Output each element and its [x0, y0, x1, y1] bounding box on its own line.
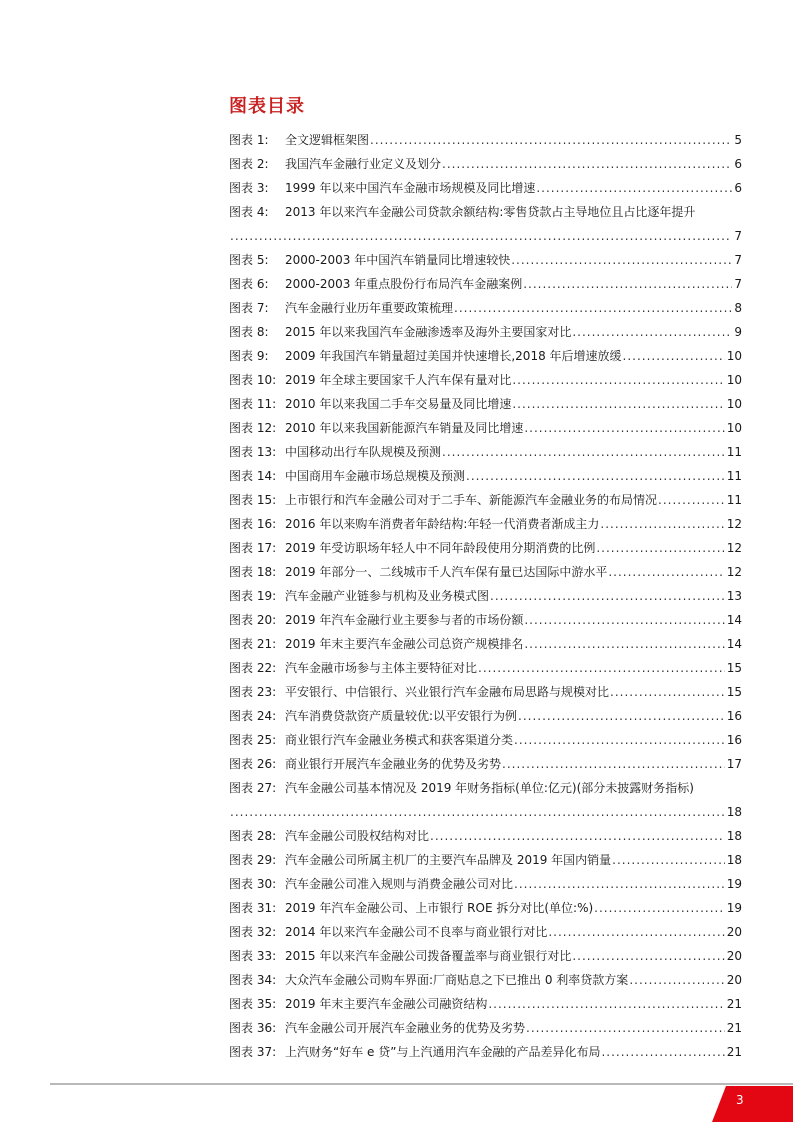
entry-number: 图表 20:	[229, 613, 277, 627]
toc-entry-7[interactable]	[229, 296, 742, 320]
dot-leader	[623, 344, 725, 368]
entry-number: 图表 18:	[229, 565, 277, 579]
entry-title: 2009 年我国汽车销量超过美国并快速增长,2018 年后增速放缓	[285, 349, 622, 363]
toc-entry-37[interactable]	[229, 1040, 742, 1064]
entry-number: 图表 6:	[229, 277, 269, 291]
dot-leader	[514, 872, 725, 896]
dot-leader	[548, 920, 724, 944]
entry-title: 2000-2003 年重点股份行布局汽车金融案例	[285, 277, 523, 291]
entry-number: 图表 25:	[229, 733, 277, 747]
entry-number: 图表 28:	[229, 829, 277, 843]
dot-leader	[608, 560, 724, 584]
dot-leader	[594, 896, 725, 920]
entry-number: 图表 1:	[229, 133, 269, 147]
dot-leader	[596, 536, 724, 560]
toc-entry-3[interactable]	[229, 176, 742, 200]
entry-number: 图表 2:	[229, 157, 269, 171]
entry-number: 图表 35:	[229, 997, 277, 1011]
entry-number: 图表 3:	[229, 181, 269, 195]
entry-page: 8	[734, 301, 742, 315]
entry-number: 图表 9:	[229, 349, 269, 363]
entry-number: 图表 16:	[229, 517, 277, 531]
toc-entry-17[interactable]	[229, 536, 742, 560]
entry-number: 图表 27:	[229, 781, 277, 795]
entry-number: 图表 37:	[229, 1045, 277, 1059]
entry-page: 7	[734, 277, 742, 291]
toc-entry-13[interactable]	[229, 440, 742, 464]
entry-title: 汽车金融行业历年重要政策梳理	[285, 301, 454, 315]
entry-page: 11	[726, 445, 742, 459]
toc-entry-9[interactable]	[229, 344, 742, 368]
dot-leader	[536, 176, 732, 200]
entry-number: 图表 31:	[229, 901, 277, 915]
entry-title: 汽车金融公司基本情况及 2019 年财务指标(单位:亿元)(部分未披露财务指标)	[285, 781, 694, 795]
toc-entry-32[interactable]	[229, 920, 742, 944]
entry-page: 20	[726, 973, 742, 987]
entry-page: 10	[726, 397, 742, 411]
entry-number: 图表 4:	[229, 205, 269, 219]
entry-title: 2019 年汽车金融公司、上市银行 ROE 拆分对比(单位:%)	[285, 901, 594, 915]
toc-entry-29[interactable]	[229, 848, 742, 872]
entry-title: 上市银行和汽车金融公司对于二手车、新能源汽车金融业务的布局情况	[285, 493, 658, 507]
entry-title: 汽车金融公司所属主机厂的主要汽车品牌及 2019 年国内销量	[285, 853, 612, 867]
entry-title: 2014 年以来汽车金融公司不良率与商业银行对比	[285, 925, 548, 939]
toc-entry-15[interactable]	[229, 488, 742, 512]
entry-number: 图表 33:	[229, 949, 277, 963]
entry-page: 11	[726, 469, 742, 483]
entry-page: 19	[726, 901, 742, 915]
dot-leader	[370, 128, 732, 152]
toc-entry-22[interactable]	[229, 656, 742, 680]
entry-page: 19	[726, 877, 742, 891]
footer-divider	[50, 1083, 793, 1085]
entry-title: 2019 年全球主要国家千人汽车保有量对比	[285, 373, 512, 387]
toc-entry-14[interactable]	[229, 464, 742, 488]
entry-page: 18	[726, 829, 742, 843]
toc-heading: 图表目录	[229, 96, 305, 117]
dot-leader	[442, 152, 732, 176]
entry-number: 图表 11:	[229, 397, 277, 411]
dot-leader	[502, 752, 725, 776]
entry-title: 大众汽车金融公司购车界面:厂商贴息之下已推出 0 利率贷款方案	[285, 973, 629, 987]
toc-entry-4[interactable]	[229, 200, 742, 248]
dot-leader	[600, 512, 724, 536]
dot-leader	[512, 368, 724, 392]
toc-entry-30[interactable]	[229, 872, 742, 896]
entry-title: 商业银行开展汽车金融业务的优势及劣势	[285, 757, 502, 771]
entry-page: 21	[726, 1045, 742, 1059]
entry-page: 12	[726, 541, 742, 555]
toc-entry-8[interactable]	[229, 320, 742, 344]
toc-entry-18[interactable]	[229, 560, 742, 584]
entry-title: 汽车金融产业链参与机构及业务模式图	[285, 589, 490, 603]
entry-page: 16	[726, 733, 742, 747]
dot-leader	[572, 320, 732, 344]
entry-page: 10	[726, 349, 742, 363]
entry-title: 汽车金融市场参与主体主要特征对比	[285, 661, 478, 675]
entry-page: 13	[726, 589, 742, 603]
toc-entry-2[interactable]	[229, 152, 742, 176]
entry-number: 图表 34:	[229, 973, 277, 987]
dot-leader	[524, 608, 724, 632]
toc-entry-1[interactable]	[229, 128, 742, 152]
entry-title: 2010 年以来我国二手车交易量及同比增速	[285, 397, 512, 411]
entry-number: 图表 17:	[229, 541, 277, 555]
toc-entry-23[interactable]	[229, 680, 742, 704]
entry-page: 9	[734, 325, 742, 339]
toc-entry-25[interactable]	[229, 728, 742, 752]
dot-leader	[514, 728, 725, 752]
entry-title: 我国汽车金融行业定义及划分	[285, 157, 442, 171]
dot-leader	[478, 656, 725, 680]
dot-leader	[612, 848, 725, 872]
dot-leader	[454, 296, 732, 320]
entry-page: 14	[726, 613, 742, 627]
entry-number: 图表 14:	[229, 469, 277, 483]
entry-number: 图表 8:	[229, 325, 269, 339]
entry-number: 图表 12:	[229, 421, 277, 435]
toc-entry-12[interactable]	[229, 416, 742, 440]
toc-entry-16[interactable]	[229, 512, 742, 536]
dot-leader	[572, 944, 724, 968]
entry-page: 16	[726, 709, 742, 723]
dot-leader	[512, 392, 724, 416]
entry-title: 2019 年受访职场年轻人中不同年龄段使用分期消费的比例	[285, 541, 596, 555]
dot-leader	[601, 1040, 724, 1064]
entry-page: 14	[726, 637, 742, 651]
entry-number: 图表 29:	[229, 853, 277, 867]
entry-title: 上汽财务“好车 e 贷”与上汽通用汽车金融的产品差异化布局	[285, 1045, 601, 1059]
entry-title: 平安银行、中信银行、兴业银行汽车金融布局思路与规模对比	[285, 685, 610, 699]
entry-title: 2019 年末主要汽车金融公司融资结构	[285, 997, 488, 1011]
entry-number: 图表 36:	[229, 1021, 277, 1035]
dot-leader	[524, 416, 724, 440]
toc-entry-27[interactable]	[229, 776, 742, 824]
toc-entry-11[interactable]	[229, 392, 742, 416]
dot-leader	[230, 224, 732, 248]
dot-leader	[442, 440, 725, 464]
entry-title: 汽车金融公司准入规则与消费金融公司对比	[285, 877, 514, 891]
entry-number: 图表 32:	[229, 925, 277, 939]
page-number: 3	[736, 1093, 744, 1107]
toc-entry-21[interactable]	[229, 632, 742, 656]
toc-entry-33[interactable]	[229, 944, 742, 968]
dot-leader	[518, 704, 725, 728]
entry-number: 图表 24:	[229, 709, 277, 723]
toc-entry-26[interactable]	[229, 752, 742, 776]
entry-number: 图表 10:	[229, 373, 277, 387]
dot-leader	[430, 824, 725, 848]
entry-number: 图表 21:	[229, 637, 277, 651]
entry-page: 18	[726, 805, 742, 819]
entry-page: 12	[726, 517, 742, 531]
toc-entry-34[interactable]	[229, 968, 742, 992]
dot-leader	[466, 464, 725, 488]
entry-title: 汽车消费贷款资产质量较优:以平安银行为例	[285, 709, 518, 723]
entry-number: 图表 30:	[229, 877, 277, 891]
entry-page: 15	[726, 661, 742, 675]
entry-number: 图表 7:	[229, 301, 269, 315]
entry-title: 2015 年以来汽车金融公司拨备覆盖率与商业银行对比	[285, 949, 572, 963]
entry-page: 18	[726, 853, 742, 867]
entry-number: 图表 22:	[229, 661, 277, 675]
toc-entry-10[interactable]	[229, 368, 742, 392]
entry-page: 6	[734, 157, 742, 171]
entry-number: 图表 15:	[229, 493, 277, 507]
entry-number: 图表 23:	[229, 685, 277, 699]
entry-title: 2019 年部分一、二线城市千人汽车保有量已达国际中游水平	[285, 565, 608, 579]
entry-page: 7	[734, 253, 742, 267]
entry-page: 17	[726, 757, 742, 771]
entry-number: 图表 26:	[229, 757, 277, 771]
dot-leader	[523, 272, 732, 296]
dot-leader	[610, 680, 725, 704]
entry-page: 7	[734, 229, 742, 243]
entry-page: 20	[726, 949, 742, 963]
entry-page: 5	[734, 133, 742, 147]
entry-number: 图表 13:	[229, 445, 277, 459]
entry-page: 12	[726, 565, 742, 579]
toc-entry-35[interactable]	[229, 992, 742, 1016]
dot-leader	[490, 584, 725, 608]
dot-leader	[488, 992, 724, 1016]
entry-page: 10	[726, 373, 742, 387]
toc-entry-19[interactable]	[229, 584, 742, 608]
entry-title: 汽车金融公司开展汽车金融业务的优势及劣势	[285, 1021, 526, 1035]
entry-title: 2019 年末主要汽车金融公司总资产规模排名	[285, 637, 524, 651]
dot-leader	[511, 248, 732, 272]
entry-title: 2015 年以来我国汽车金融渗透率及海外主要国家对比	[285, 325, 572, 339]
entry-title: 中国移动出行车队规模及预测	[285, 445, 442, 459]
entry-page: 21	[726, 997, 742, 1011]
entry-title: 中国商用车金融市场总规模及预测	[285, 469, 466, 483]
entry-title: 汽车金融公司股权结构对比	[285, 829, 430, 843]
toc-entry-20[interactable]	[229, 608, 742, 632]
entry-page: 20	[726, 925, 742, 939]
entry-page: 21	[726, 1021, 742, 1035]
entry-page: 11	[726, 493, 742, 507]
dot-leader	[526, 1016, 725, 1040]
entry-number: 图表 19:	[229, 589, 277, 603]
entry-title: 2013 年以来汽车金融公司贷款余额结构:零售贷款占主导地位且占比逐年提升	[285, 205, 696, 219]
entry-number: 图表 5:	[229, 253, 269, 267]
entry-title: 全文逻辑框架图	[285, 133, 370, 147]
dot-leader	[629, 968, 724, 992]
toc-entry-24[interactable]	[229, 704, 742, 728]
entry-title: 1999 年以来中国汽车金融市场规模及同比增速	[285, 181, 536, 195]
entry-page: 15	[726, 685, 742, 699]
toc-entry-5[interactable]	[229, 248, 742, 272]
entry-title: 2016 年以来购车消费者年龄结构:年轻一代消费者渐成主力	[285, 517, 600, 531]
toc-entry-36[interactable]	[229, 1016, 742, 1040]
dot-leader	[524, 632, 724, 656]
toc-entry-6[interactable]	[229, 272, 742, 296]
toc-entry-28[interactable]	[229, 824, 742, 848]
dot-leader	[230, 800, 725, 824]
entry-title: 商业银行汽车金融业务模式和获客渠道分类	[285, 733, 514, 747]
toc-entry-31[interactable]	[229, 896, 742, 920]
entry-title: 2010 年以来我国新能源汽车销量及同比增速	[285, 421, 524, 435]
entry-page: 6	[734, 181, 742, 195]
entry-title: 2019 年汽车金融行业主要参与者的市场份额	[285, 613, 524, 627]
entry-title: 2000-2003 年中国汽车销量同比增速较快	[285, 253, 511, 267]
dot-leader	[658, 488, 725, 512]
entry-page: 10	[726, 421, 742, 435]
footer-accent-tab	[712, 1086, 793, 1122]
toc-list	[229, 128, 742, 1064]
